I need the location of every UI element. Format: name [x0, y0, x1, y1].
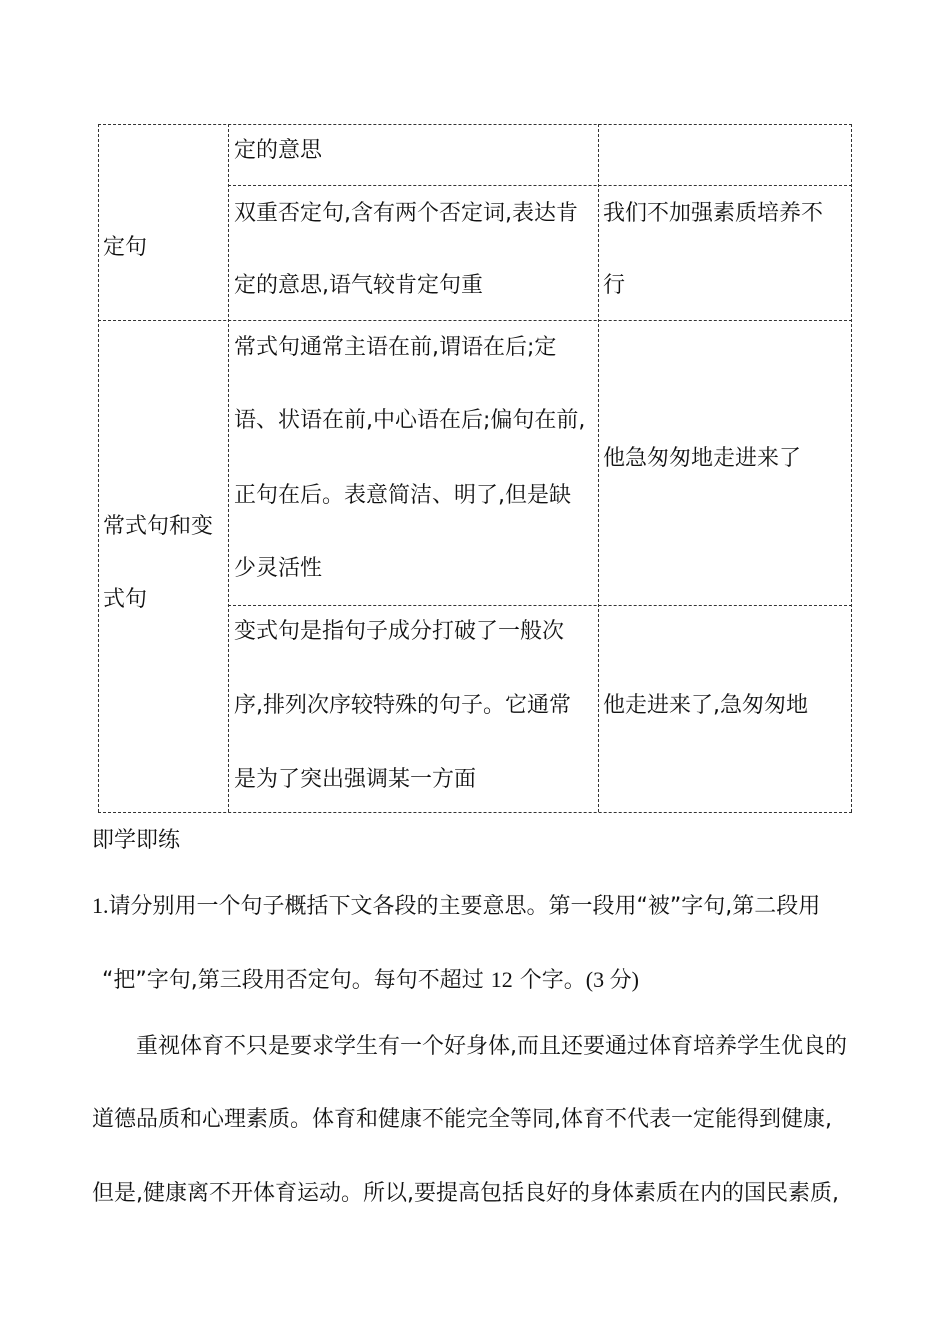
section-title: 即学即练: [92, 828, 181, 853]
table-divider-3: [228, 605, 852, 606]
table-border-left: [98, 124, 99, 812]
description-line: 正句在后。表意简洁、明了,但是缺: [234, 483, 571, 508]
table-border-bottom: [98, 812, 852, 813]
table-border-top: [98, 124, 852, 125]
description-line: 少灵活性: [234, 556, 323, 581]
question-text: 请分别用一个句子概括下文各段的主要意思。第一段用“被”字句,第二段用: [108, 894, 821, 919]
description-line: 序,排列次序较特殊的句子。它通常: [234, 693, 571, 718]
passage-line: 重视体育不只是要求学生有一个好身体,而且还要通过体育培养学生优良的: [136, 1034, 847, 1059]
question-word-limit: 12: [490, 967, 513, 992]
category-cell-negation: 定句: [103, 235, 148, 260]
description-line: 常式句通常主语在前,谓语在后;定: [234, 335, 557, 360]
question-text: 个字。: [512, 968, 586, 993]
table-col-divider-1: [228, 124, 229, 812]
question-line-2: [102, 965, 639, 995]
description-line: 语、状语在前,中心语在后;偏句在前,: [234, 408, 586, 433]
example-line: 行: [603, 273, 626, 298]
question-number: 1.: [92, 893, 109, 918]
example-line: 他走进来了,急匆匆地: [603, 693, 808, 718]
question-score: (3 分): [585, 967, 639, 992]
table-col-divider-2: [598, 124, 599, 812]
table-divider-1: [228, 185, 852, 186]
description-line: 是为了突出强调某一方面: [234, 767, 477, 792]
description-line: 定的意思,语气较肯定句重: [234, 273, 483, 298]
question-line-1: [92, 891, 820, 921]
passage-line: 道德品质和心理素质。体育和健康不能完全等同,体育不代表一定能得到健康,: [92, 1107, 832, 1132]
description-line: 定的意思: [234, 138, 323, 163]
description-line: 双重否定句,含有两个否定词,表达肯: [234, 201, 578, 226]
passage-line: 但是,健康离不开体育运动。所以,要提高包括良好的身体素质在内的国民素质,: [92, 1181, 839, 1206]
table-divider-2: [98, 320, 852, 321]
category-cell-sentence-order: 常式句和变: [103, 514, 214, 539]
example-line: 我们不加强素质培养不: [603, 201, 824, 226]
description-line: 变式句是指句子成分打破了一般次: [234, 619, 565, 644]
category-cell-sentence-order: 式句: [103, 587, 148, 612]
table-border-right: [851, 124, 852, 812]
example-line: 他急匆匆地走进来了: [603, 446, 802, 471]
question-text: “把”字句,第三段用否定句。每句不超过: [102, 968, 491, 993]
